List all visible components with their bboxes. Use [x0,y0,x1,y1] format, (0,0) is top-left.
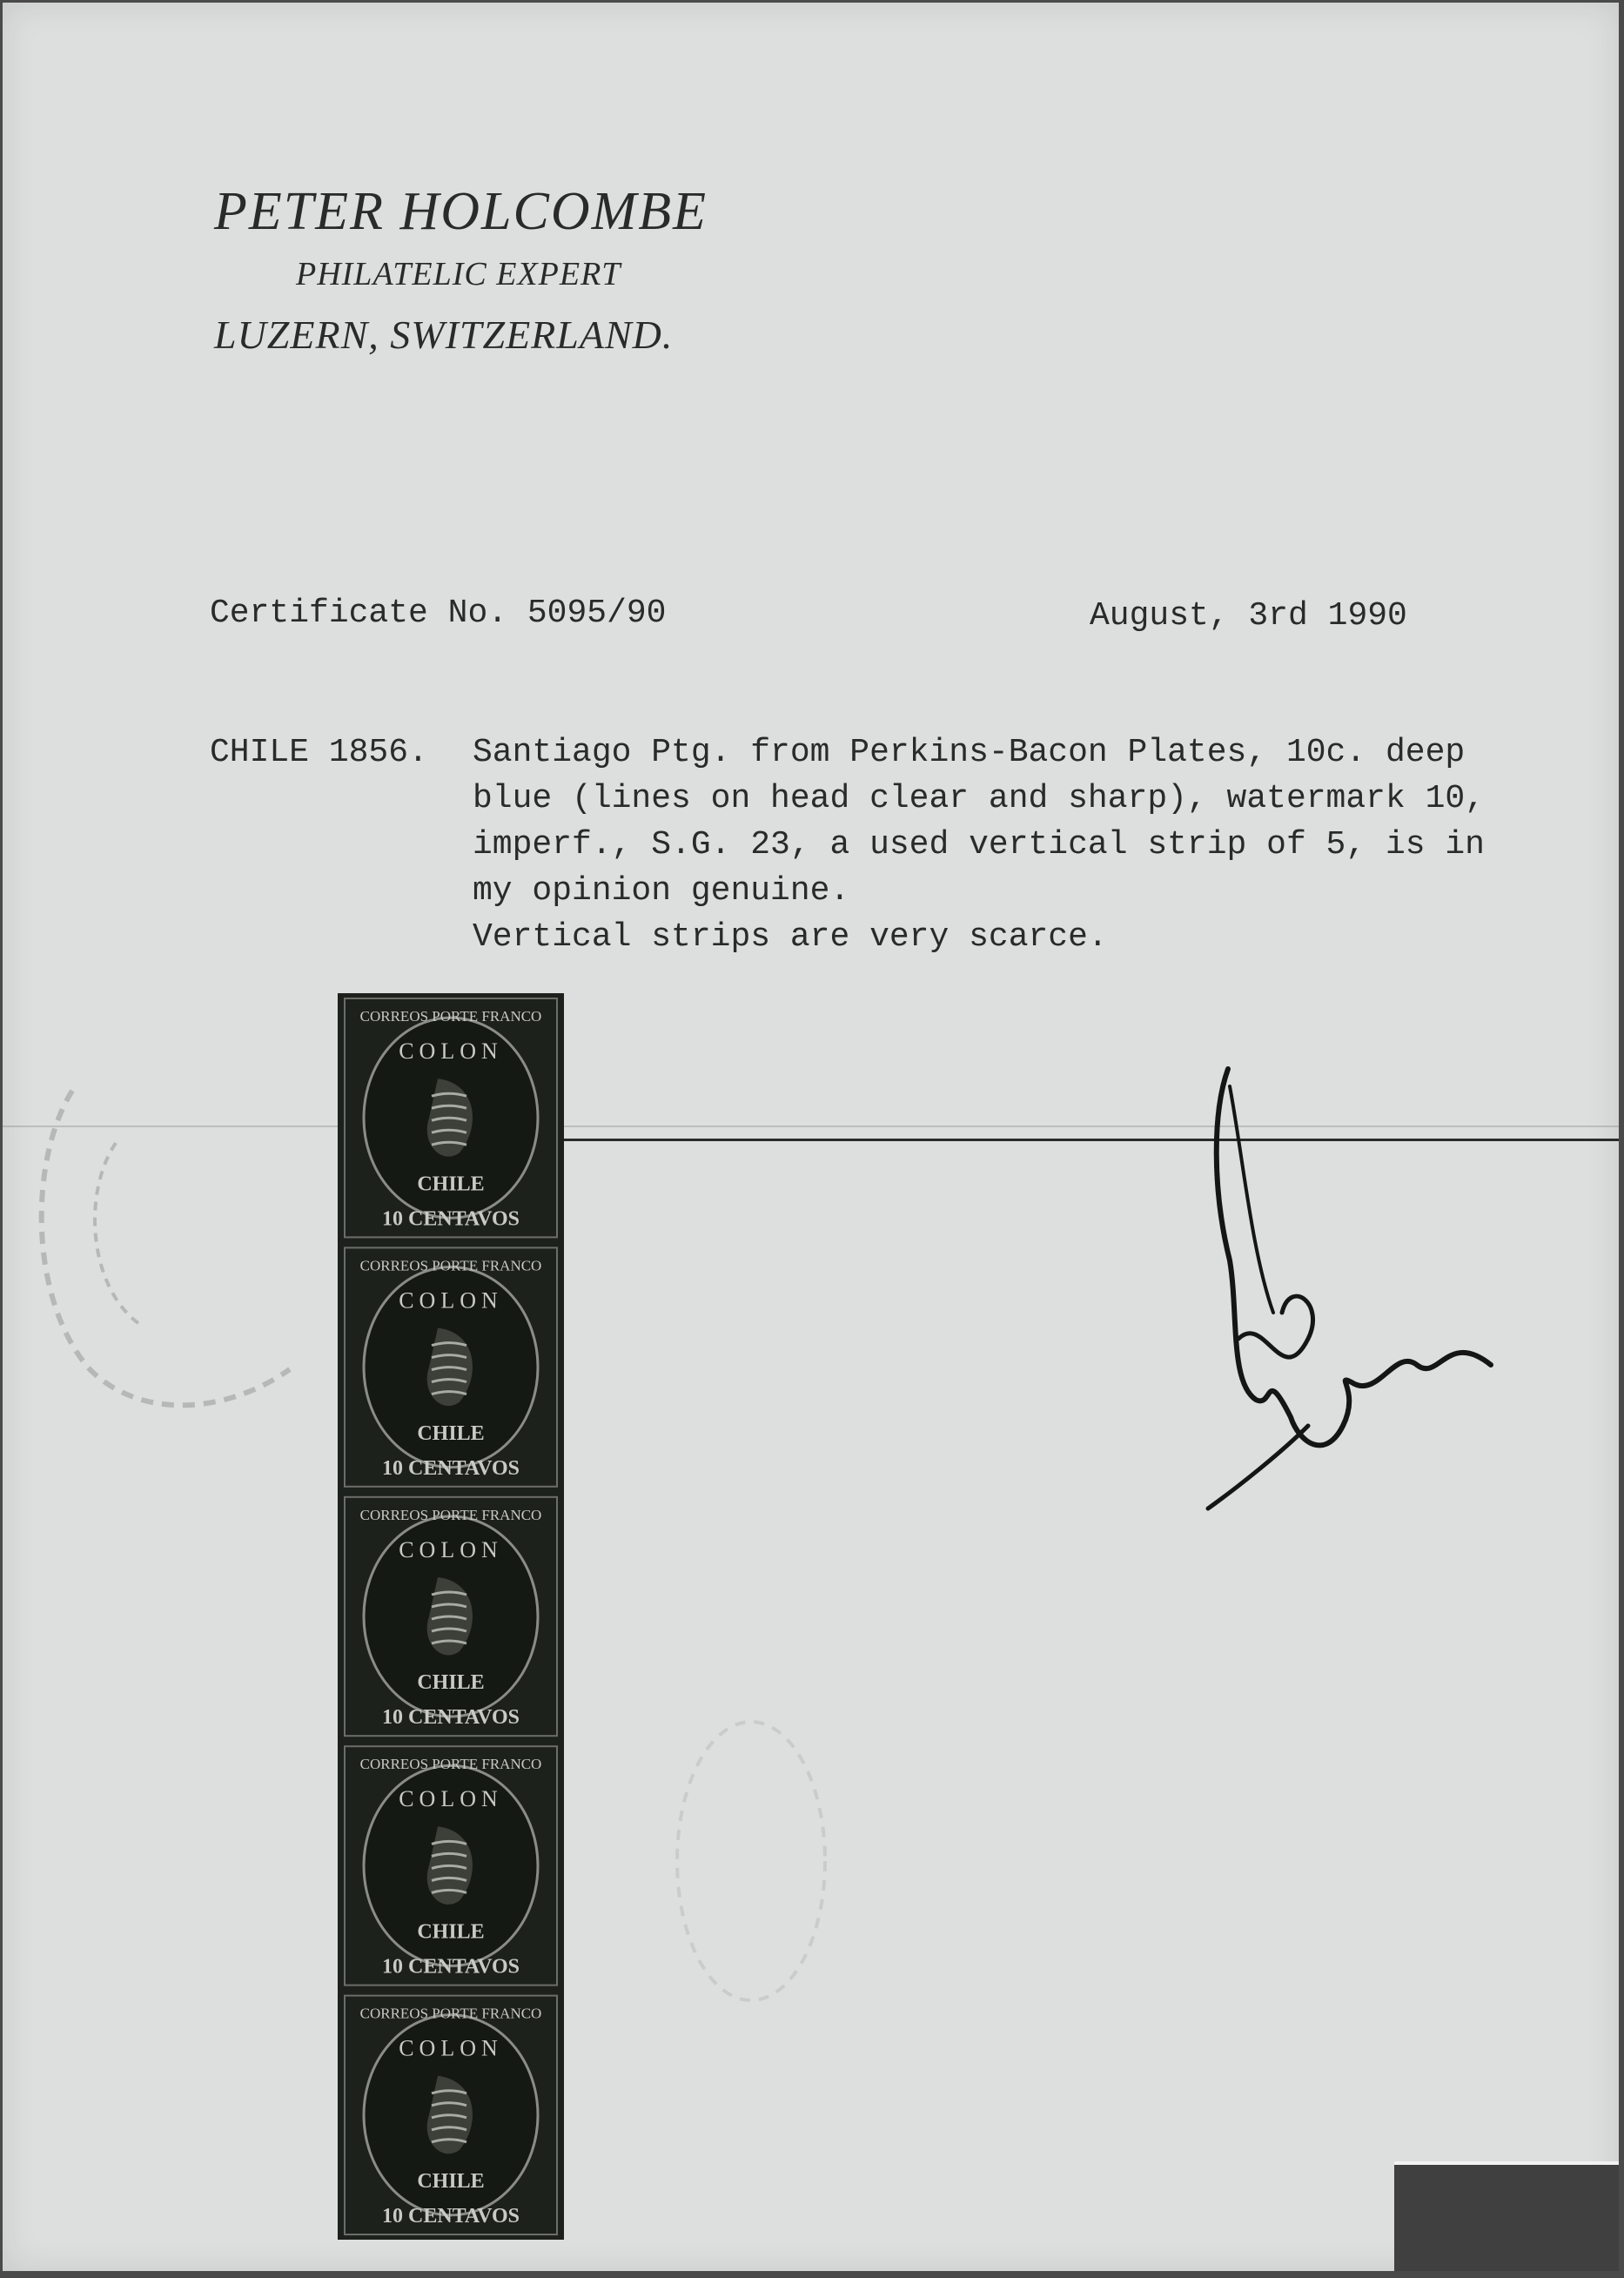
stamp-top-text: CORREOS PORTE FRANCO [359,2005,542,2022]
stamp-country: CHILE [417,2170,485,2193]
expert-title: PHILATELIC EXPERT [296,256,621,292]
description-label: CHILE 1856. [210,734,428,771]
cancellation-stamp-mark [20,1038,307,1421]
description-line: Santiago Ptg. from Perkins-Bacon Plates, 10c. deep [473,734,1466,771]
stamp-top-text: CORREOS PORTE FRANCO [359,1756,542,1773]
faint-stamp-mark [664,1709,838,2013]
stamp-upper-word: COLON [399,2035,503,2061]
stamp-strip [338,993,564,2240]
certificate-date: August, 3rd 1990 [1090,597,1407,635]
stamp-upper-word: COLON [399,1536,503,1562]
description-line: imperf., S.G. 23, a used vertical strip of 5, is in [473,826,1485,863]
stamp-top-text: CORREOS PORTE FRANCO [359,1257,542,1274]
stamp-country: CHILE [417,1671,485,1695]
expert-name: PETER HOLCOMBE [214,182,708,241]
stamp-value: 10 CENTAVOS [381,1955,520,1979]
stamp-value: 10 CENTAVOS [381,1207,520,1231]
description-line: my opinion genuine. [473,872,850,910]
certificate-number: Certificate No. 5095/90 [210,595,667,632]
stamp-country: CHILE [417,1173,485,1196]
description-line: blue (lines on head clear and sharp), watermark 10, [473,780,1485,817]
expert-location: LUZERN, SWITZERLAND. [214,312,674,357]
stamp-value: 10 CENTAVOS [381,2205,520,2228]
stamp-top-text: CORREOS PORTE FRANCO [359,1008,542,1025]
description-line: Vertical strips are very scarce. [473,918,1108,956]
certificate-sheet [3,3,1619,2271]
stamp-country: CHILE [417,1421,485,1445]
stamp-top-text: CORREOS PORTE FRANCO [359,1506,542,1523]
stamp-upper-word: COLON [399,1786,503,1812]
stamp-value: 10 CENTAVOS [381,1706,520,1730]
expert-signature [1204,1052,1500,1522]
stamp-upper-word: COLON [399,1038,503,1064]
stamp-upper-word: COLON [399,1287,503,1314]
stamp-value: 10 CENTAVOS [381,1456,520,1480]
stamp-strip-image [338,993,564,2240]
corner-tab [1394,2165,1619,2271]
stamp-country: CHILE [417,1920,485,1944]
